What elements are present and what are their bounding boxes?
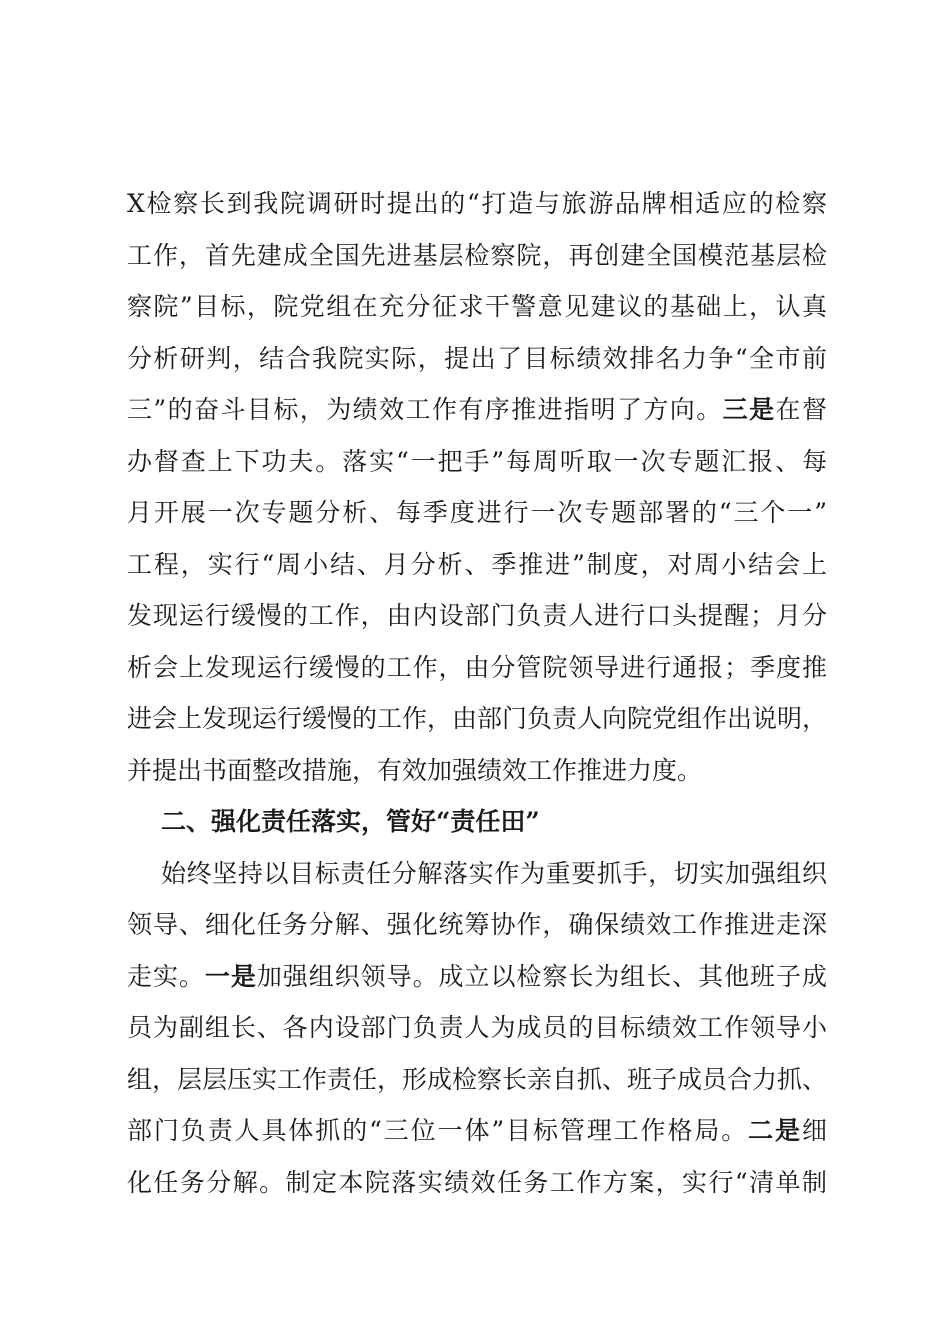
body-text-line: 分析研判，结合我院实际，提出了目标绩效排名力争“全市前 [127, 343, 827, 373]
body-text-line: 化任务分解。制定本院落实绩效任务工作方案，实行“清单制 [127, 1167, 827, 1197]
body-text-segment: 部门负责人具体抓的“三位一体”目标管理工作格局。 [127, 1116, 749, 1145]
body-text-line: 领导、细化任务分解、强化统筹协作，确保绩效工作推进走深 [127, 910, 827, 939]
body-text-line: 并提出书面整改措施，有效加强绩效工作推进力度。 [127, 755, 703, 785]
body-text-line [127, 951, 827, 1003]
body-text-line: 组，层层压实工作责任，形成检察长亲自抓、班子成员合力抓、 [127, 1064, 828, 1094]
body-text-line: 察院”目标，院党组在充分征求干警意见建议的基础上，认真 [127, 292, 827, 321]
body-text-line: 始终坚持以目标责任分解落实作为重要抓手，切实加强组织 [161, 858, 827, 888]
bold-lead-text: 三是 [722, 395, 776, 424]
body-text-line: 析会上发现运行缓慢的工作，由分管院领导进行通报；季度推 [127, 652, 827, 682]
body-text-segment: 三”的奋斗目标，为绩效工作有序推进指明了方向。 [127, 395, 723, 424]
body-text-line [127, 384, 827, 436]
body-text-line [127, 1105, 827, 1157]
body-text-line: 办督查上下功夫。落实“一把手”每周听取一次专题汇报、每 [127, 446, 827, 476]
body-text-segment: 细 [801, 1116, 827, 1145]
body-text-line: 进会上发现运行缓慢的工作，由部门负责人向院党组作出说明， [127, 704, 828, 733]
document-page [127, 178, 827, 1208]
body-text-line: 发现运行缓慢的工作，由内设部门负责人进行口头提醒；月分 [127, 601, 827, 630]
body-text-line: 月开展一次专题分析、每季度进行一次专题部署的“三个一” [127, 498, 827, 527]
bold-lead-text: 二是 [748, 1116, 802, 1145]
body-text-segment: 在督 [775, 395, 827, 424]
body-text-line: 员为副组长、各内设部门负责人为成员的目标绩效工作领导小 [127, 1013, 827, 1042]
section-heading: 二、强化责任落实，管好“责任田” [161, 807, 540, 836]
body-text-segment: 加强组织领导。成立以检察长为组长、其他班子成 [256, 961, 827, 991]
body-text-line: 工程，实行“周小结、月分析、季推进”制度，对周小结会上 [127, 549, 827, 579]
body-text-line: 工作，首先建成全国先进基层检察院，再创建全国模范基层检 [127, 240, 827, 270]
body-text-line: X检察长到我院调研时提出的“打造与旅游品牌相适应的检察 [127, 189, 827, 218]
body-text-segment: 走实。 [127, 961, 205, 991]
bold-lead-text: 一是 [204, 961, 257, 991]
